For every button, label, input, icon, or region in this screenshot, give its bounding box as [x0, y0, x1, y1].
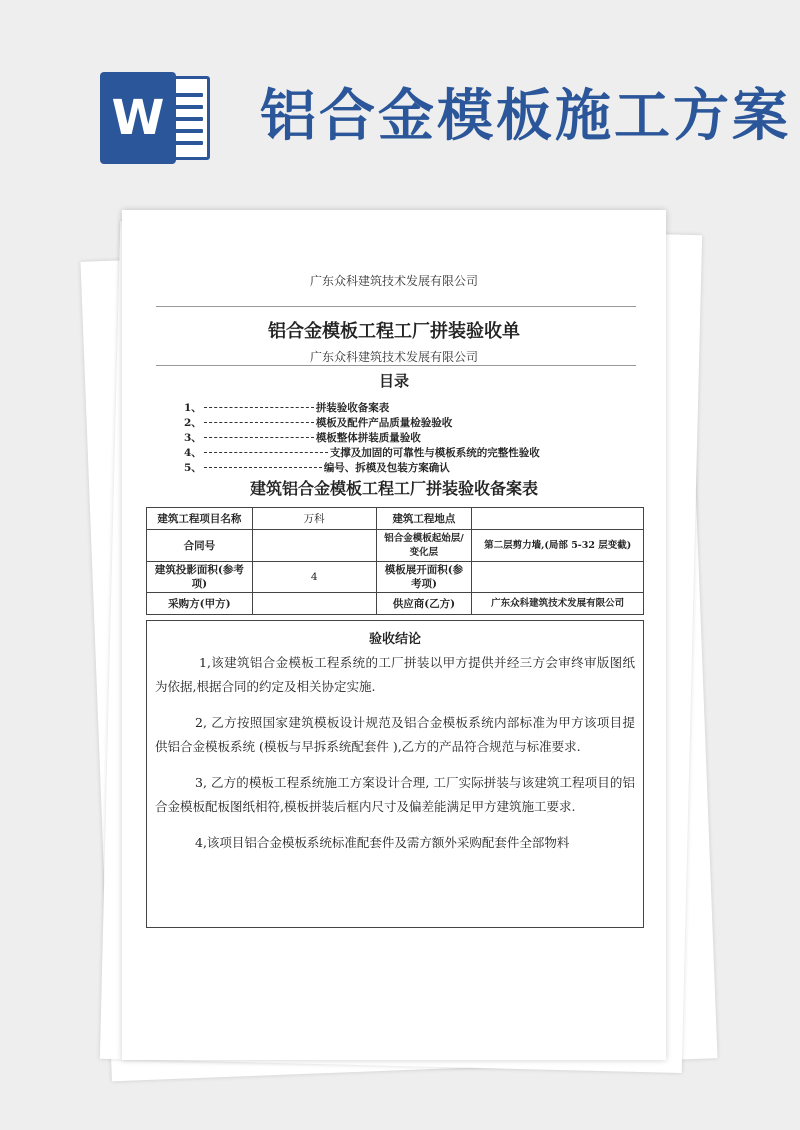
section-title: 建筑铝合金模板工程工厂拼装验收备案表	[249, 479, 538, 498]
toc-item	[184, 401, 624, 416]
buyer-value	[252, 593, 376, 615]
location-value	[472, 508, 644, 530]
toc-text: 编号、拆模及包装方案确认	[323, 462, 450, 474]
toc-item	[184, 416, 624, 431]
header-divider	[156, 306, 636, 307]
conclusion-paragraph: 3, 乙方的模板工程系统施工方案设计合理, 工厂实际拼装与该建筑工程项目的铝合金模板配板图纸相符,模板拼装后框内尺寸及偏差能满足甲方建筑施工要求.	[155, 775, 635, 814]
toc-number: 3、	[184, 432, 202, 444]
toc-number: 2、	[184, 417, 202, 429]
toc-number: 1、	[184, 402, 202, 414]
area-label: 建筑投影面积(参考项)	[147, 562, 253, 593]
subtitle-divider	[156, 365, 636, 366]
supplier-label: 供应商(乙方)	[376, 593, 472, 615]
record-table	[146, 507, 644, 615]
start-floor-label: 铝合金模板起始层/变化层	[376, 530, 472, 562]
start-floor-value: 第二层剪力墙,(局部 5-32 层变截)	[472, 530, 644, 562]
document-title: 铝合金模板工程工厂拼装验收单	[268, 321, 520, 342]
expand-area-value	[472, 562, 644, 593]
expand-area-label: 模板展开面积(参考项)	[376, 562, 472, 593]
toc-number: 4、	[184, 447, 202, 459]
project-name-label: 建筑工程项目名称	[147, 508, 253, 530]
toc-text: 拼装验收备案表	[315, 402, 390, 414]
header-company: 广东众科建筑技术发展有限公司	[309, 274, 478, 288]
location-label: 建筑工程地点	[376, 508, 472, 530]
conclusion-paragraph: 2, 乙方按照国家建筑模板设计规范及铝合金模板系统内部标准为甲方该项目提供铝合金模板系统 (模板与早拆系统配套件 ),乙方的产品符合规范与标准要求.	[155, 715, 635, 754]
toc-number: 5、	[184, 462, 202, 474]
contract-label: 合同号	[147, 530, 253, 562]
banner-title: 铝合金模板施工方案	[260, 84, 791, 149]
conclusion-title: 验收结论	[368, 632, 421, 647]
area-value: 4	[252, 562, 376, 593]
table-of-contents	[184, 401, 624, 476]
project-name-value: 万科	[252, 508, 376, 530]
conclusion-paragraph: 1,该建筑铝合金模板工程系统的工厂拼装以甲方提供并经三方会审终审版图纸为依据,根据合同的约定及相关协定实施.	[155, 655, 635, 694]
toc-title: 目录	[378, 372, 409, 390]
toc-text: 模板整体拼装质量验收	[315, 432, 421, 444]
toc-text: 模板及配件产品质量检验验收	[315, 417, 453, 429]
buyer-label: 采购方(甲方)	[147, 593, 253, 615]
word-icon	[100, 72, 215, 164]
conclusion-box	[146, 620, 644, 928]
toc-text: 支撑及加固的可靠性与模板系统的完整性验收	[329, 447, 540, 459]
word-logo-letter: W	[100, 72, 176, 164]
conclusion-paragraph: 4,该项目铝合金模板系统标准配套件及需方额外采购配套件全部物料	[195, 835, 570, 850]
toc-item	[184, 431, 624, 446]
document-page	[122, 210, 666, 1060]
supplier-value: 广东众科建筑技术发展有限公司	[472, 593, 644, 615]
banner	[0, 0, 800, 200]
contract-value	[252, 530, 376, 562]
toc-item	[184, 461, 624, 476]
toc-item	[184, 446, 624, 461]
document-subtitle: 广东众科建筑技术发展有限公司	[309, 350, 478, 364]
